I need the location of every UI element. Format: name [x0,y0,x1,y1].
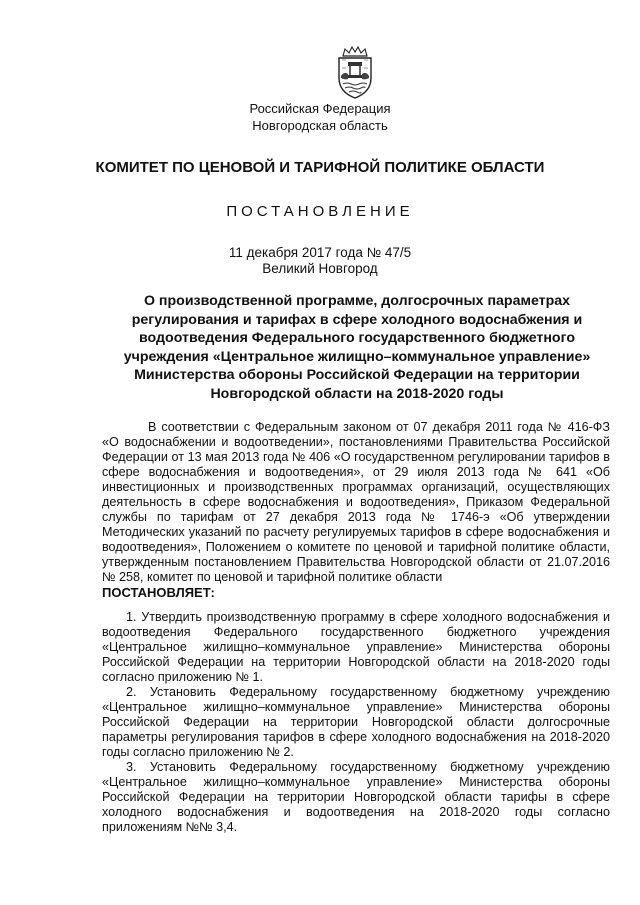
resolution-item-3: 3. Установить Федеральному государственному бюджетному учреждению «Центральное жилищно–коммунальное управление» Министерства обороны Российской Федерации на территории Новгородской области тарифы в сфере холодного водоснабжения и водоотведения на 2018-2020 годы согласно приложениям №№ 3,4. [102,760,610,834]
preamble-paragraph: В соответствии с Федеральным законом от 07 декабря 2011 года № 416-ФЗ «О водоснабжении и водоотведении», постановлениями Правительства Российской Федерации от 13 мая 2013 года № 406 «О государственном регулировании тарифов в сфере водоснабжения и водоотведения», от 29 июля 2013 года № 641 «Об инвестиционных и производственных программах организаций, осуществляющих деятельность в сфере водоснабжения и водоотведения», Приказом Федеральной службы по тарифам от 27 декабря 2013 года № 1746-э «Об утверждении Методических указаний по расчету регулируемых тарифов в сфере водоснабжения и водоотведения», Положением о комитете по ценовой и тарифной политике области, утвержденным постановлением Правительства Новгородской области от 21.07.2016 № 258, комитет по ценовой и тарифной политике области [102,420,610,584]
country-name: Российская Федерация [249,101,391,116]
document-type: ПОСТАНОВЛЕНИЕ [226,203,414,220]
coat-of-arms-icon [333,46,377,100]
title-line: О производственной программе, долгосрочных параметрах [143,293,571,309]
title-line: учреждения «Центральное жилищно–коммунальное управление» [123,348,591,365]
region-name: Новгородская область [252,118,388,133]
title-line: Новгородской области на 2018-2020 годы [210,385,504,402]
title-line: Министерства обороны Российской Федерации на территории [134,367,580,383]
city-name: Великий Новгород [262,261,378,276]
resolution-item-1: 1. Утвердить производственную программу в сфере холодного водоснабжения и водоотведения Федерального государственного бюджетного учреждения «Центральное жилищно–коммунальное управление» Министерства обороны Российской Федерации на территории Новгородской области на 2018-2020 годы согласно приложению № 1. [102,610,610,684]
resolves-heading: ПОСТАНОВЛЯЕТ: [102,585,215,600]
title-line: регулирования и тарифах в сфере холодного водоснабжения и [131,311,583,328]
title-line: водоотведения Федерального государственного бюджетного [139,330,575,346]
document-body [102,420,610,835]
resolution-item-2: 2. Установить Федеральному государственному бюджетному учреждению «Центральное жилищно–коммунальное управление» Министерства обороны Российской Федерации на территории Новгородской области долгосрочные параметры регулирования тарифов в сфере холодного водоснабжения на 2018-2020 годы согласно приложению № 2. [102,685,610,759]
committee-name: КОМИТЕТ ПО ЦЕНОВОЙ И ТАРИФНОЙ ПОЛИТИКЕ ОБЛАСТИ [95,159,545,176]
document-title [92,292,622,403]
date-and-number: 11 декабря 2017 года № 47/5 [228,245,412,260]
